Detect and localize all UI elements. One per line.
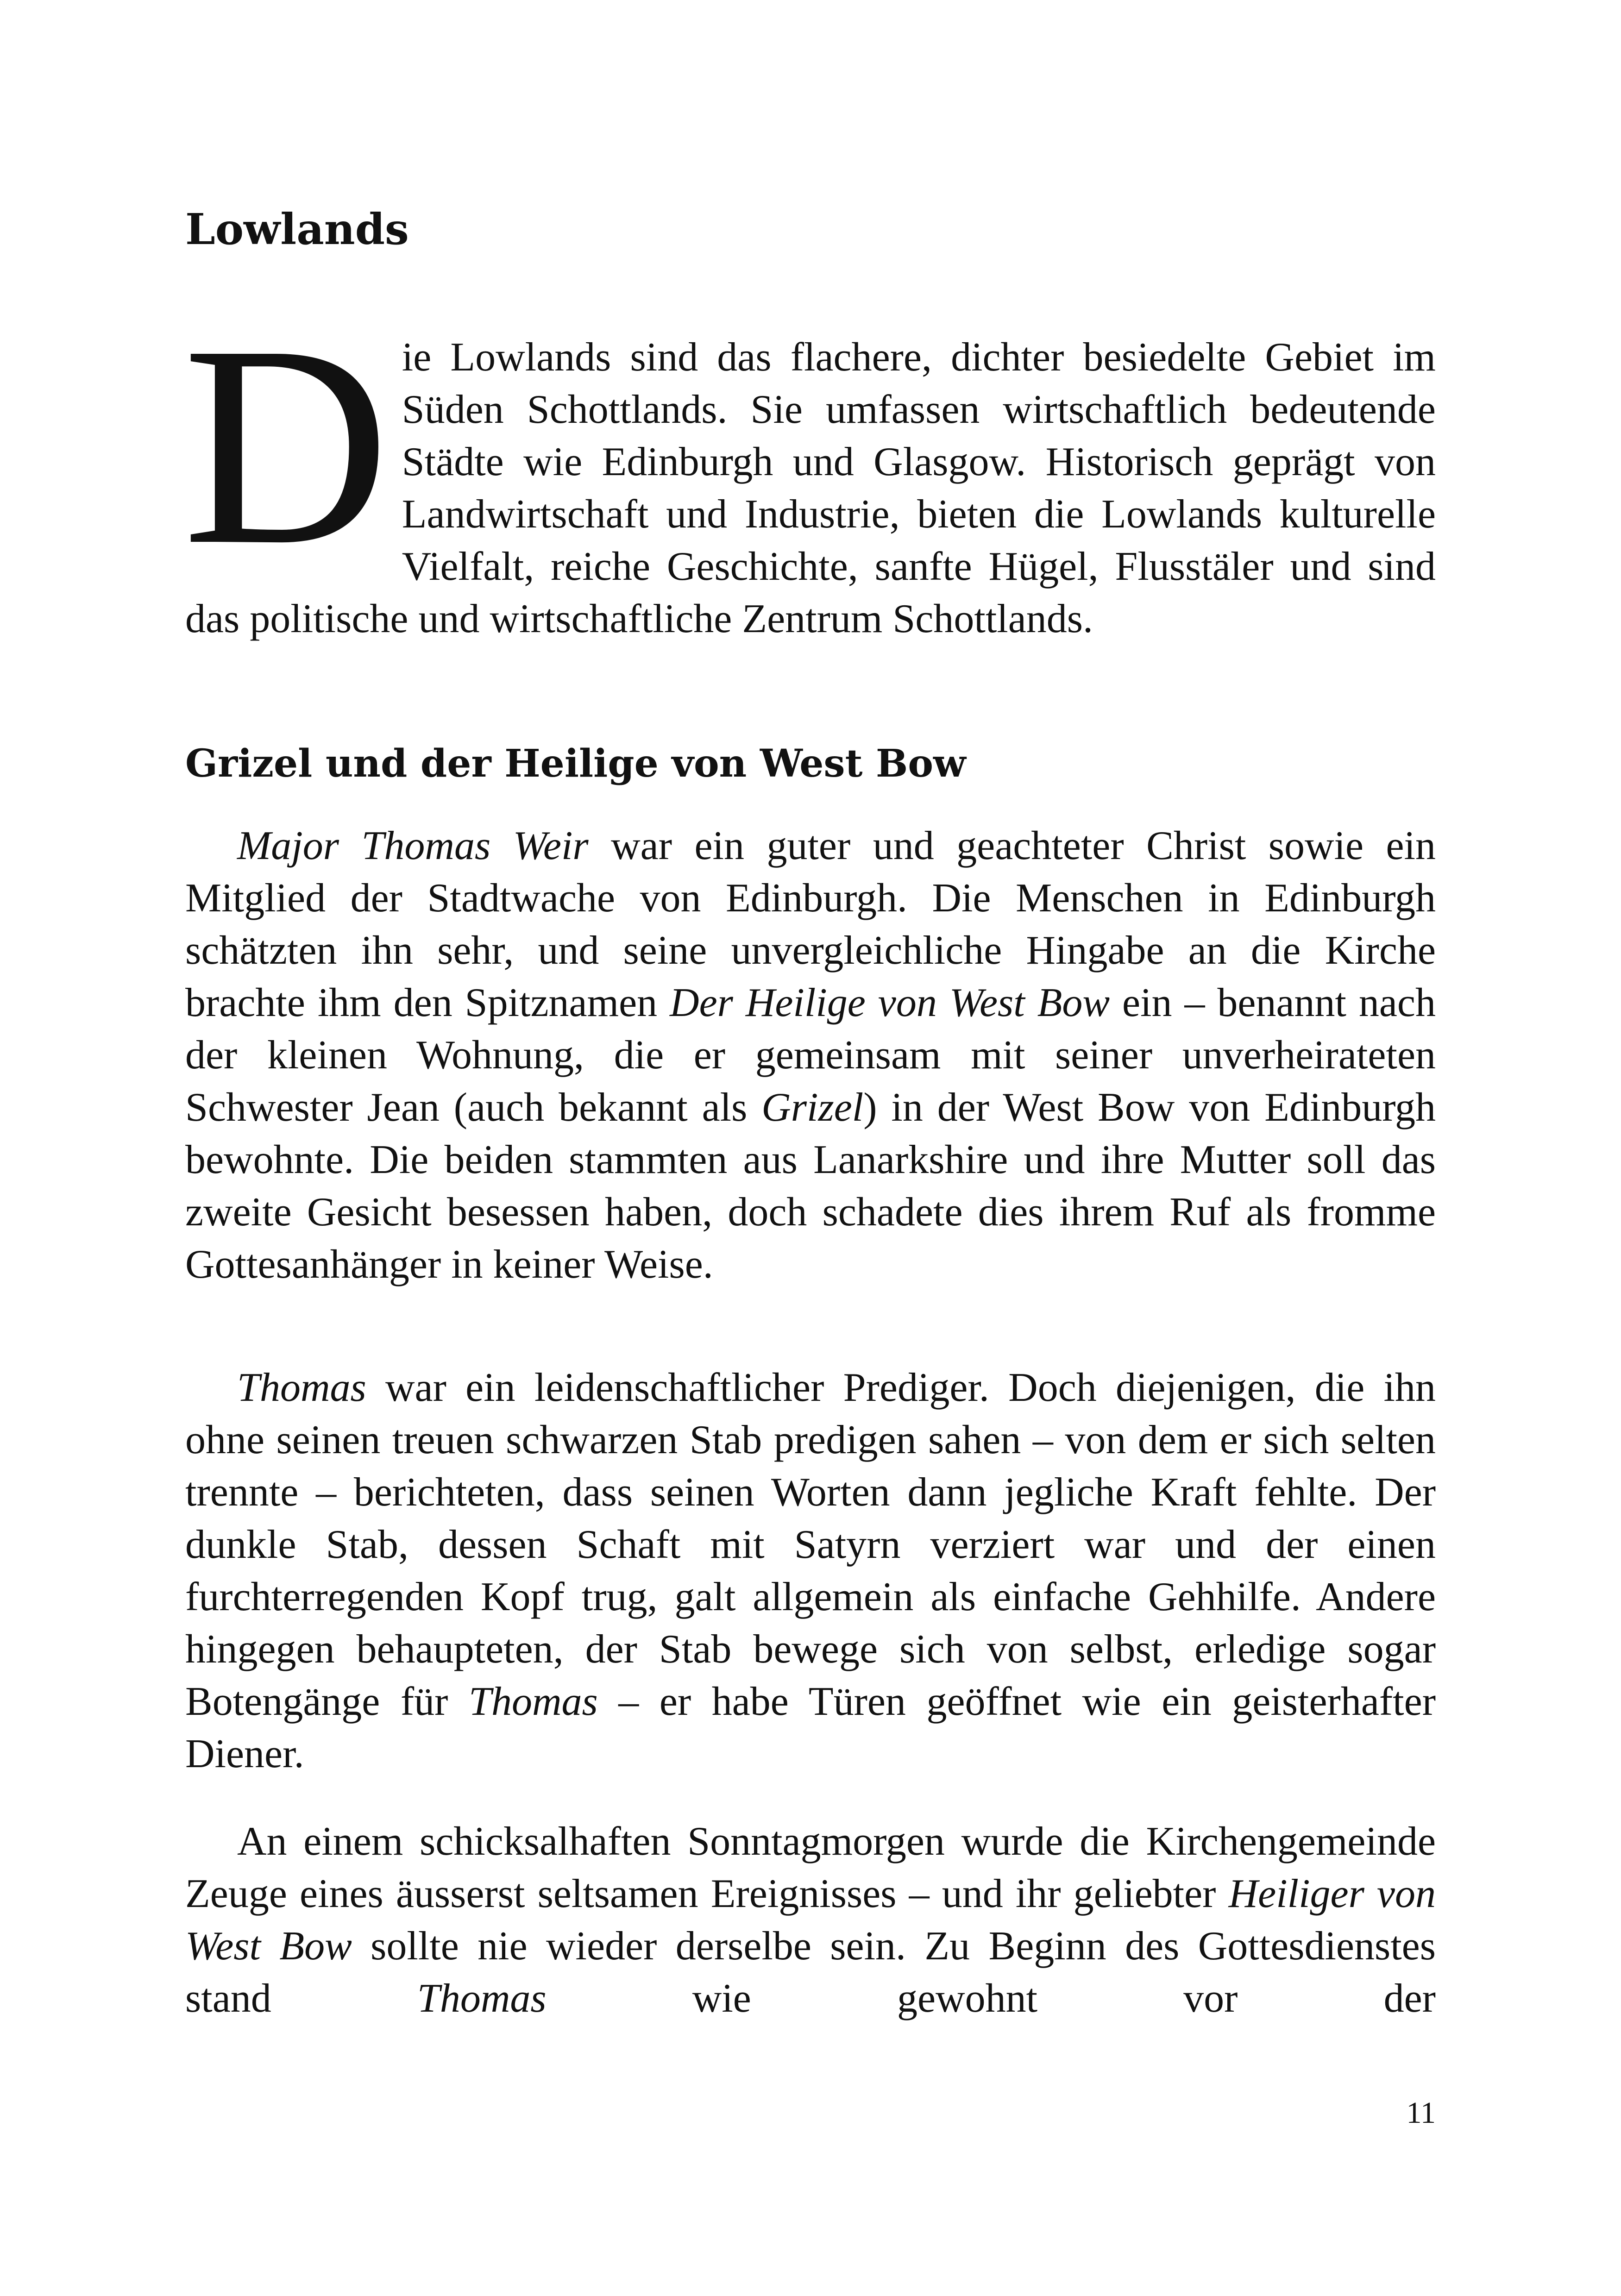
page-number: 11: [1406, 2096, 1436, 2130]
body-paragraph-2: [185, 1361, 1436, 1780]
italic-name: Thomas: [469, 1679, 598, 1724]
italic-name: Major Thomas Weir: [237, 823, 589, 868]
paragraph-text: wie gewohnt vor der: [546, 1976, 1436, 2021]
body-paragraph-3: [185, 1815, 1436, 2025]
intro-paragraph: [182, 287, 1436, 645]
italic-name: Grizel: [761, 1085, 864, 1130]
drop-cap: D: [182, 287, 390, 604]
chapter-title: Lowlands: [185, 204, 409, 254]
paragraph-text: An einem schicksalhaften Sonntagmorgen wurde die Kirchengemeinde Zeuge eines äusserst seltsamen Ereignisses – und ihr geliebter: [185, 1819, 1436, 1916]
italic-name: Thomas: [237, 1365, 366, 1410]
italic-name: Heiliger von West Bow: [185, 1871, 1436, 1969]
paragraph-text: ) in der West Bow von Edinburgh bewohnte. Die beiden stammten aus Lanarkshire und ihre Mutter soll das zweite Gesicht besessen haben, doch schadete dies ihrem Ruf als fromme Gottesanhänger in keiner Weise.: [185, 1085, 1436, 1287]
paragraph-text: war ein guter und geachteter Christ sowie ein Mitglied der Stadtwache von Edinburgh. Die Menschen in Edinburgh schätzten ihn sehr, und seine unvergleichliche Hingabe an die Kirche brachte ihm den Spitznamen: [185, 823, 1436, 1025]
intro-text: ie Lowlands sind das flachere, dichter besiedelte Gebiet im Süden Schottlands. Sie umfassen wirtschaftlich bedeutende Städte wie Edinburgh und Glasgow. Historisch geprägt von Landwirtschaft und Industrie, bieten die Lowlands kulturelle Vielfalt, reiche Geschichte, sanfte Hügel, Flusstäler und sind das politische und wirtschaftliche Zentrum Schottlands.: [185, 335, 1436, 641]
italic-name: Thomas: [417, 1976, 547, 2021]
paragraph-text: war ein leidenschaftlicher Prediger. Doch diejenigen, die ihn ohne seinen treuen schwarzen Stab predigen sahen – von dem er sich selten trennte – berichteten, dass seinen Worten dann jegliche Kraft fehlte. Der dunkle Stab, dessen Schaft mit Satyrn verziert war und der einen furchterregenden Kopf trug, galt allgemein als einfache Gehhilfe. Andere hingegen behaupteten, der Stab bewege sich von selbst, erledige sogar Botengänge für: [185, 1365, 1436, 1724]
paragraph-text: – er habe Türen geöffnet wie ein geisterhafter Diener.: [185, 1679, 1436, 1776]
body-paragraph-1: [185, 820, 1436, 1291]
section-title: Grizel und der Heilige von West Bow: [185, 741, 966, 786]
paragraph-text: sollte nie wieder derselbe sein. Zu Beginn des Gottesdienstes stand: [185, 1924, 1436, 2021]
paragraph-text: ein – benannt nach der kleinen Wohnung, die er gemeinsam mit seiner unverheirateten Schwester Jean (auch bekannt als: [185, 980, 1436, 1130]
italic-name: Der Heilige von West Bow: [670, 980, 1110, 1025]
